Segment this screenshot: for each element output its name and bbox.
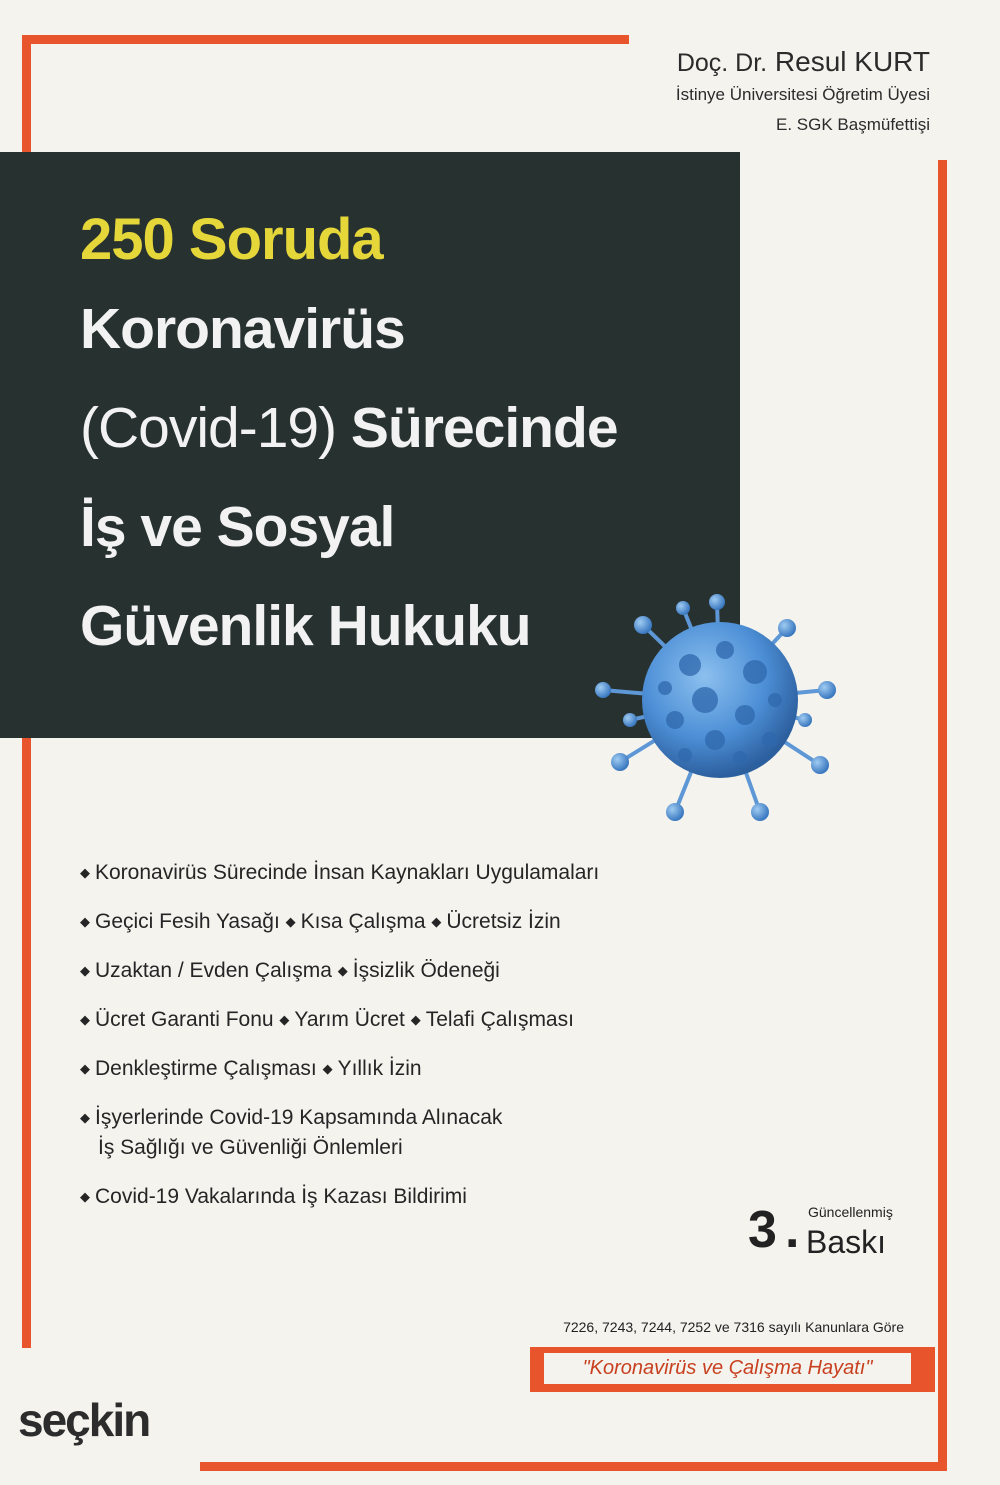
frame-right-line: [938, 160, 947, 1470]
title-line-4: Güvenlik Hukuku: [80, 594, 531, 658]
series-label: "Koronavirüs ve Çalışma Hayatı": [544, 1353, 911, 1384]
list-item: ◆ Koronavirüs Sürecinde İnsan Kaynakları Uygulamaları: [80, 858, 720, 888]
list-item: ◆ Covid-19 Vakalarında İş Kazası Bildirimi: [80, 1182, 720, 1212]
diamond-bullet-icon: ◆: [279, 1012, 290, 1027]
virus-illustration: [595, 590, 845, 830]
diamond-bullet-icon: ◆: [322, 1061, 333, 1076]
diamond-bullet-icon: ◆: [80, 914, 90, 929]
diamond-bullet-icon: ◆: [337, 963, 348, 978]
list-item: ◆ İşyerlerinde Covid-19 Kapsamında Alınacak İş Sağlığı ve Güvenliği Önlemleri: [80, 1103, 720, 1163]
diamond-bullet-icon: ◆: [80, 1012, 90, 1027]
title-line-2: [80, 379, 618, 478]
edition-dot: .: [785, 1201, 800, 1259]
diamond-bullet-icon: ◆: [80, 1189, 90, 1204]
title-line-1: Koronavirüs: [80, 297, 405, 361]
list-item: ◆ Uzaktan / Evden Çalışma ◆ İşsizlik Ödeneği: [80, 956, 720, 986]
list-item: ◆ Ücret Garanti Fonu ◆ Yarım Ücret ◆ Telafi Çalışması: [80, 1005, 720, 1035]
title-line-3: İş ve Sosyal: [80, 495, 395, 559]
diamond-bullet-icon: ◆: [80, 1110, 90, 1125]
book-title: [80, 200, 618, 676]
diamond-bullet-icon: ◆: [431, 914, 442, 929]
frame-left-top-line: [22, 35, 31, 155]
diamond-bullet-icon: ◆: [80, 1061, 90, 1076]
title-line-2-light: (Covid-19): [80, 396, 337, 460]
diamond-bullet-icon: ◆: [410, 1012, 421, 1027]
frame-bottom-line: [200, 1462, 947, 1471]
list-item: ◆ Denkleştirme Çalışması ◆ Yıllık İzin: [80, 1054, 720, 1084]
diamond-bullet-icon: ◆: [285, 914, 296, 929]
list-item: ◆ Geçici Fesih Yasağı ◆ Kısa Çalışma ◆ Ücretsiz İzin: [80, 907, 720, 937]
laws-note: 7226, 7243, 7244, 7252 ve 7316 sayılı Kanunlara Göre: [563, 1319, 904, 1335]
topics-list: [80, 858, 720, 1231]
frame-top-line: [22, 35, 629, 44]
edition-updated: Güncellenmiş: [808, 1204, 893, 1220]
author-former-role: E. SGK Başmüfettişi: [776, 115, 930, 134]
diamond-bullet-icon: ◆: [80, 865, 90, 880]
publisher-logo: seçkin: [18, 1394, 150, 1446]
author-name: Resul KURT: [774, 46, 930, 77]
frame-left-bottom-line: [22, 738, 31, 1348]
author-affiliation: İstinye Üniversitesi Öğretim Üyesi: [675, 85, 930, 104]
author-block: [676, 45, 930, 140]
edition-word: Baskı: [806, 1224, 887, 1260]
title-line-2-bold: Sürecinde: [350, 396, 618, 460]
series-box: [530, 1347, 935, 1392]
title-highlight: 250 Soruda: [80, 207, 383, 272]
author-prefix: Doç. Dr.: [676, 49, 768, 77]
edition-number: 3: [748, 1201, 777, 1259]
diamond-bullet-icon: ◆: [80, 963, 90, 978]
